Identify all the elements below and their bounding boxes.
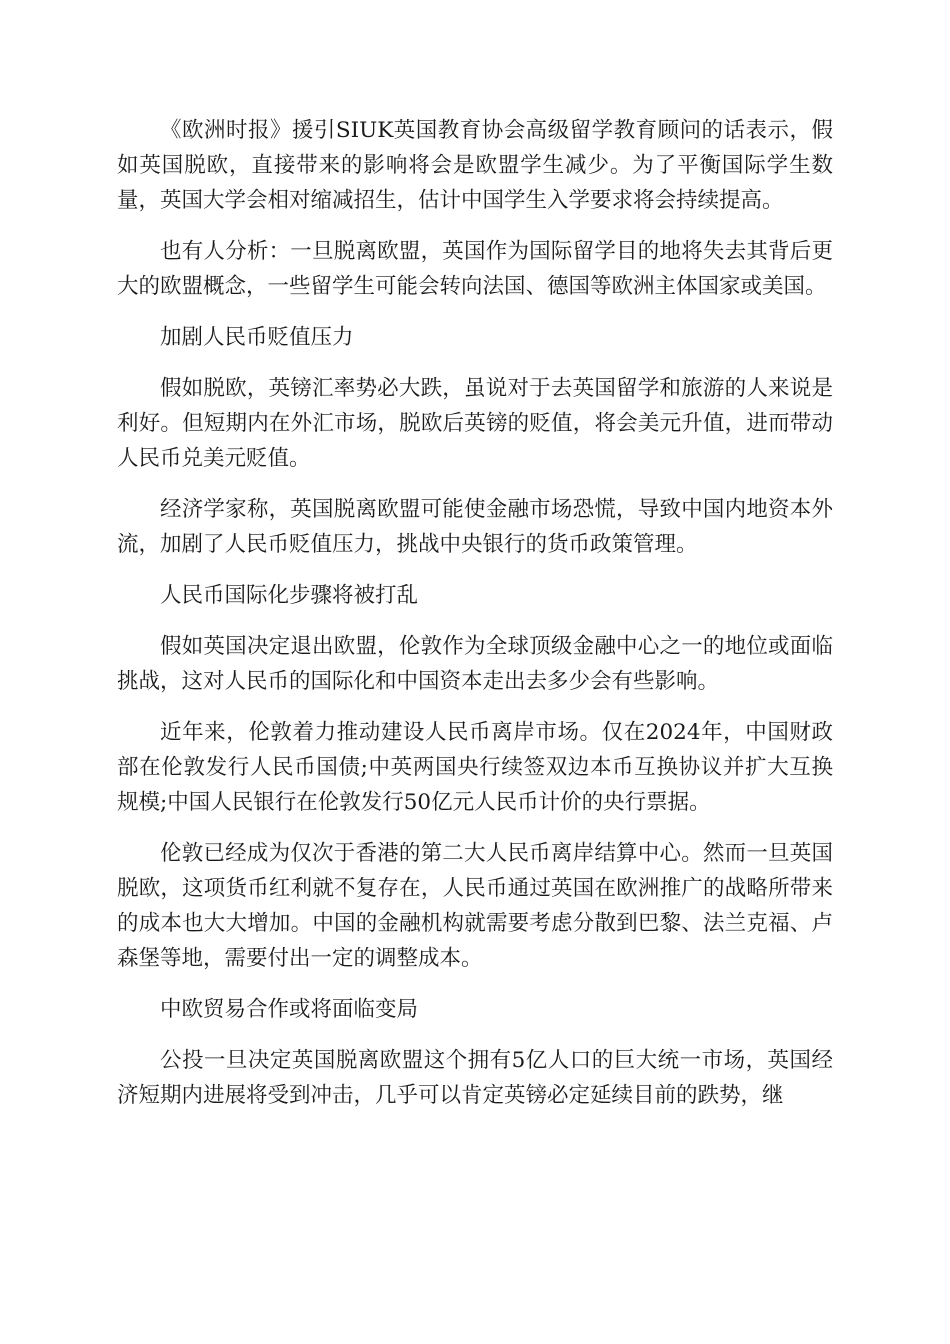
paragraph-london-financial-center: 假如英国决定退出欧盟，伦敦作为全球顶级金融中心之一的地位或面临挑战，这对人民币的国际化和中国资本走出去多少会有些影响。 xyxy=(117,634,833,694)
paragraph-pound-exchange-rate: 假如脱欧，英镑汇率势必大跌，虽说对于去英国留学和旅游的人来说是利好。但短期内在外汇市场，脱欧后英镑的贬值，将会美元升值，进而带动人民币兑美元贬值。 xyxy=(117,376,833,471)
paragraph-referendum-impact: 公投一旦决定英国脱离欧盟这个拥有5亿人口的巨大统一市场，英国经济短期内进展将受到冲击，几乎可以肯定英镑必定延续目前的跌势，继 xyxy=(117,1048,833,1108)
section-heading-china-eu-trade: 中欧贸易合作或将面临变局 xyxy=(160,997,419,1022)
document-page xyxy=(117,113,833,1129)
paragraph-clearing-center: 伦敦已经成为仅次于香港的第二大人民币离岸结算中心。然而一旦英国脱欧，这项货币红利就不复存在，人民币通过英国在欧洲推广的战略所带来的成本也大大增加。中国的金融机构就需要考虑分散到巴黎、法兰克福、卢森堡等地，需要付出一定的调整成本。 xyxy=(117,841,833,971)
section-heading-rmb-internationalization: 人民币国际化步骤将被打乱 xyxy=(160,583,419,608)
section-heading-rmb-depreciation: 加剧人民币贬值压力 xyxy=(160,325,354,350)
paragraph-offshore-market: 近年来，伦敦着力推动建设人民币离岸市场。仅在2024年，中国财政部在伦敦发行人民币国债;中英两国央行续签双边本币互换协议并扩大互换规模;中国人民银行在伦敦发行50亿元人民币计价的央行票据。 xyxy=(117,720,834,815)
paragraph-economists-view: 经济学家称，英国脱离欧盟可能使金融市场恐慌，导致中国内地资本外流，加剧了人民币贬值压力，挑战中央银行的货币政策管理。 xyxy=(117,497,833,557)
paragraph-study-abroad-impact: 《欧洲时报》援引SIUK英国教育协会高级留学教育顾问的话表示，假如英国脱欧，直接带来的影响将会是欧盟学生减少。为了平衡国际学生数量，英国大学会相对缩减招生，估计中国学生入学要求将会持续提高。 xyxy=(117,118,833,213)
paragraph-study-destination-analysis: 也有人分析：一旦脱离欧盟，英国作为国际留学目的地将失去其背后更大的欧盟概念，一些留学生可能会转向法国、德国等欧洲主体国家或美国。 xyxy=(117,239,833,299)
